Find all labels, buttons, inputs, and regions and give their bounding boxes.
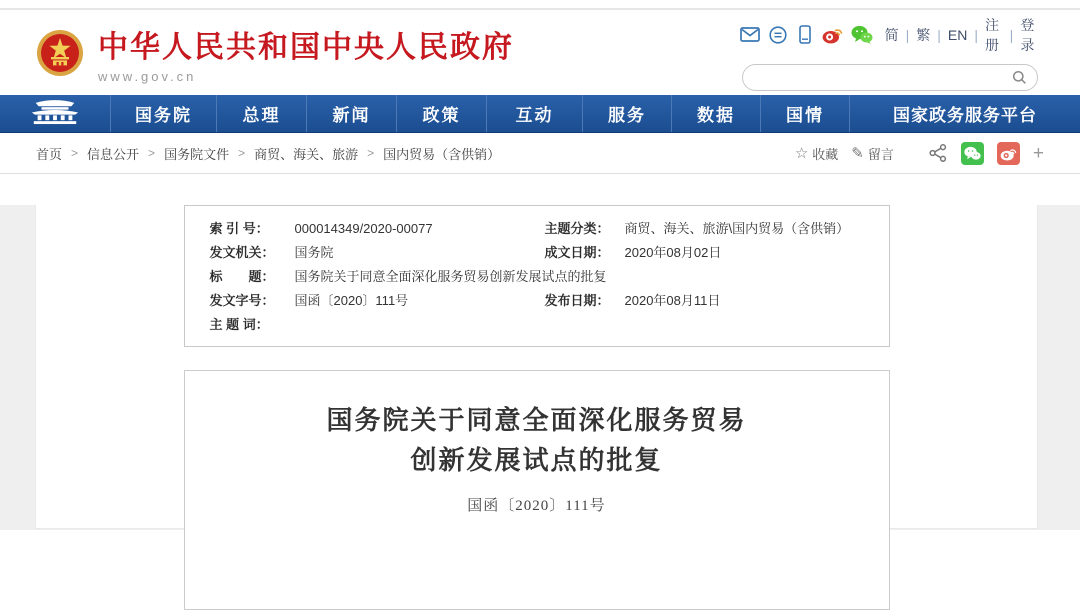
crumb-home[interactable]: 首页 <box>36 146 63 162</box>
breadcrumb <box>36 144 500 163</box>
meta-written-date-label: 成文日期： <box>544 245 610 260</box>
meta-title <box>185 265 889 289</box>
mobile-icon[interactable] <box>796 25 814 45</box>
search-icon[interactable] <box>1012 70 1027 85</box>
lang-simplified-link[interactable]: 简 <box>884 26 899 43</box>
share-wechat-button[interactable] <box>961 142 984 165</box>
national-emblem-icon <box>36 29 84 77</box>
crumb-separator: > <box>367 146 375 160</box>
meta-topic <box>545 217 889 241</box>
crumb-state-council-documents[interactable]: 国务院文件 <box>164 146 230 162</box>
comment-button[interactable] <box>851 144 894 163</box>
document-number: 国函〔2020〕111号 <box>467 498 606 514</box>
nav-home-button[interactable] <box>0 95 110 132</box>
meta-agency-value: 国务院 <box>294 245 334 260</box>
share-icon[interactable] <box>928 143 948 163</box>
doc-meta-table <box>184 205 890 347</box>
star-icon: ☆ <box>794 145 809 162</box>
meta-topic-value: 商贸、海关、旅游\国内贸易（含供销） <box>624 221 850 236</box>
lang-english-link[interactable]: EN <box>947 26 968 43</box>
mail-icon[interactable] <box>740 25 760 45</box>
meta-publish-date <box>545 289 889 313</box>
meta-keywords-label: 主 题 词： <box>209 317 269 332</box>
meta-agency-label: 发文机关： <box>209 245 275 260</box>
document-page <box>184 370 890 610</box>
meta-written-date <box>545 241 889 265</box>
meta-doc-no-label: 发文字号： <box>209 293 275 308</box>
site-title: 中华人民共和国中央人民政府 <box>98 30 514 64</box>
meta-row-index-topic <box>185 217 889 241</box>
crumb-domestic-trade: 国内贸易（含供销） <box>383 146 501 162</box>
search-box[interactable] <box>742 64 1038 91</box>
window-top-edge <box>0 0 1080 10</box>
header-right <box>740 15 1038 91</box>
site-url: www.gov.cn <box>98 68 197 84</box>
document-title <box>185 401 889 481</box>
nav-item-premier[interactable]: 总理 <box>216 95 306 132</box>
meta-publish-date-value: 2020年08月11日 <box>624 293 721 308</box>
main-nav <box>0 95 1080 133</box>
favorite-label: 收藏 <box>812 146 839 162</box>
meta-doc-no-value: 国函〔2020〕111号 <box>294 293 409 308</box>
share-weibo-button[interactable] <box>997 142 1020 165</box>
crumb-separator: > <box>71 146 79 160</box>
meta-index <box>185 217 545 241</box>
meta-keywords <box>185 313 889 337</box>
nav-item-gov-service-platform[interactable]: 国家政务服务平台 <box>849 95 1080 132</box>
meta-publish-date-label: 发布日期： <box>544 293 610 308</box>
crumb-separator: > <box>148 146 156 160</box>
meta-title-value: 国务院关于同意全面深化服务贸易创新发展试点的批复 <box>294 269 607 284</box>
pencil-icon: ✎ <box>851 145 864 162</box>
lang-links: 简 | 繁 | EN | 注册 | 登录 <box>885 15 1038 55</box>
favorite-button[interactable] <box>795 144 838 163</box>
document-title-line2: 创新发展试点的批复 <box>410 446 663 475</box>
nav-item-policy[interactable]: 政策 <box>396 95 486 132</box>
meta-index-label: 索 引 号： <box>209 221 269 236</box>
more-share-button[interactable]: + <box>1032 142 1044 164</box>
nav-item-state-council[interactable]: 国务院 <box>110 95 216 132</box>
crumb-info-disclosure[interactable]: 信息公开 <box>87 146 140 162</box>
weibo-icon[interactable] <box>823 25 843 45</box>
page-tools <box>795 142 1044 165</box>
wechat-icon[interactable] <box>852 25 872 45</box>
nav-item-news[interactable]: 新闻 <box>306 95 396 132</box>
nav-item-services[interactable]: 服务 <box>582 95 671 132</box>
meta-agency <box>185 241 545 265</box>
nav-item-interaction[interactable]: 互动 <box>486 95 582 132</box>
lang-traditional-link[interactable]: 繁 <box>916 26 931 43</box>
site-logo-text <box>98 22 514 84</box>
meta-row-keywords <box>185 313 889 337</box>
crumb-separator: > <box>238 146 246 160</box>
meta-topic-label: 主题分类： <box>544 221 610 236</box>
site-header <box>0 10 1080 95</box>
site-logo[interactable] <box>36 22 514 84</box>
meta-row-docno-publish <box>185 289 889 313</box>
login-link[interactable]: 登录 <box>1020 16 1035 53</box>
message-icon[interactable] <box>769 25 787 45</box>
meta-row-agency-date <box>185 241 889 265</box>
main-area <box>0 205 1080 530</box>
meta-index-value: 000014349/2020-00077 <box>294 221 433 236</box>
meta-written-date-value: 2020年08月02日 <box>624 245 722 260</box>
tiananmen-icon <box>26 98 84 130</box>
crumb-trade-customs-tourism[interactable]: 商贸、海关、旅游 <box>254 146 359 162</box>
nav-item-national-conditions[interactable]: 国情 <box>760 95 849 132</box>
meta-title-label: 标 题： <box>209 269 275 284</box>
meta-doc-no <box>185 289 545 313</box>
header-quick-links <box>740 15 1038 55</box>
document-title-line1: 国务院关于同意全面深化服务贸易 <box>326 406 747 435</box>
register-link[interactable]: 注册 <box>985 16 999 53</box>
nav-item-data[interactable]: 数据 <box>671 95 760 132</box>
breadcrumb-bar <box>0 133 1080 174</box>
search-input[interactable] <box>757 67 1012 87</box>
content-card <box>35 205 1038 529</box>
meta-row-title <box>185 265 889 289</box>
comment-label: 留言 <box>867 146 894 162</box>
